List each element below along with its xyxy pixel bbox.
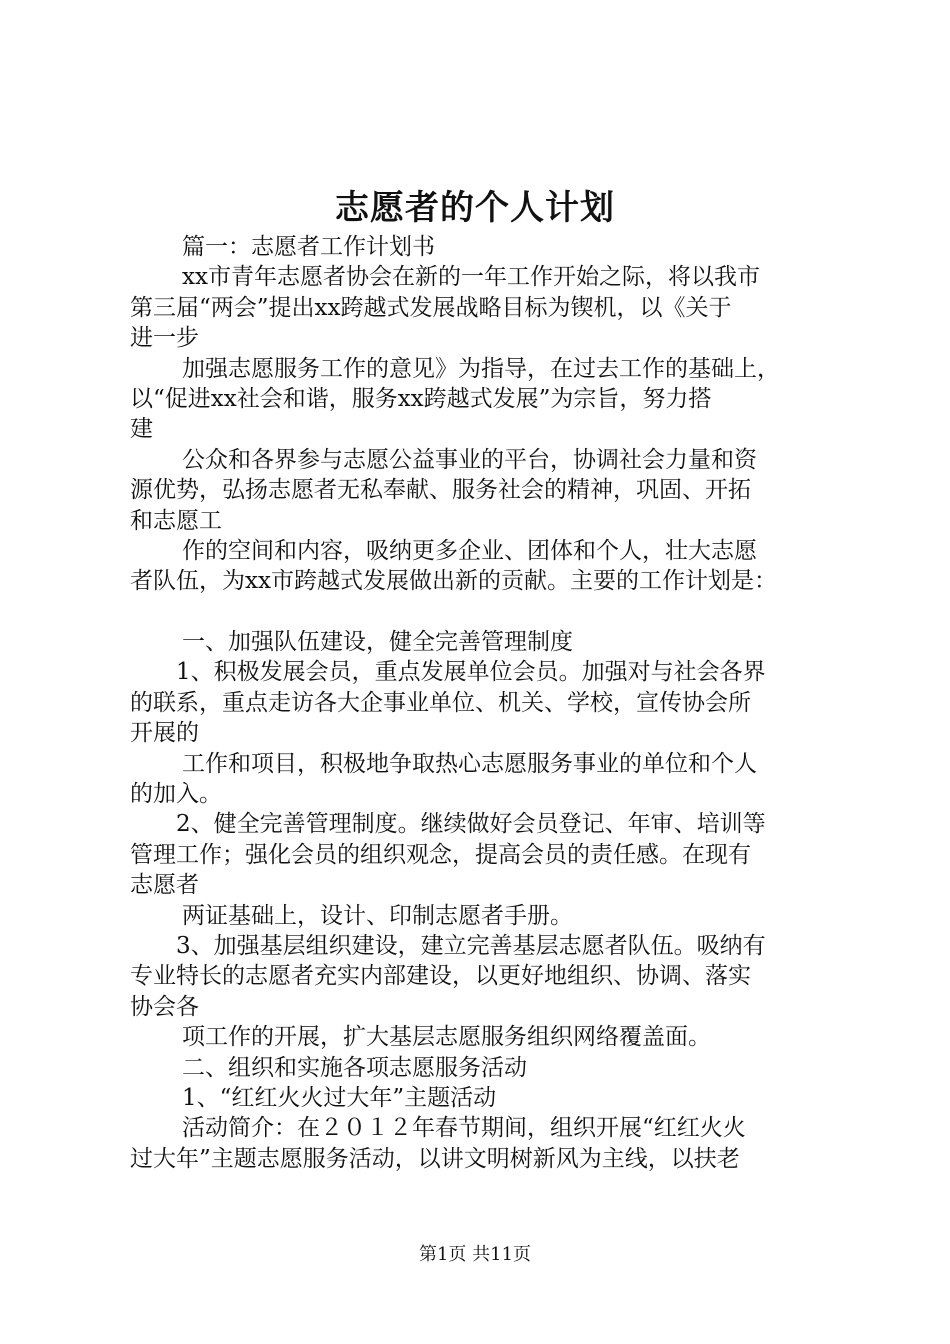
paragraph-line: 篇一：志愿者工作计划书 <box>182 234 435 260</box>
paragraph-line: 源优势，弘扬志愿者无私奉献、服务社会的精神，巩固、开拓 <box>130 477 751 504</box>
paragraph-line: 专业特长的志愿者充实内部建设，以更好地组织、协调、落实 <box>130 963 751 990</box>
paragraph-line: 作的空间和内容，吸纳更多企业、团体和个人，壮大志愿 <box>182 537 757 564</box>
paragraph-line: 二、组织和实施各项志愿服务活动 <box>182 1054 527 1081</box>
paragraph-line: 工作和项目，积极地争取热心志愿服务事业的单位和个人 <box>182 750 757 777</box>
paragraph-line: 公众和各界参与志愿公益事业的平台，协调社会力量和资 <box>182 446 757 473</box>
paragraph-line: xx市青年志愿者协会在新的一年工作开始之际，将以我市 <box>182 264 760 291</box>
paragraph-line: 和志愿工 <box>130 507 222 534</box>
paragraph-line: 建 <box>130 416 153 443</box>
paragraph-line: 以“促进xx社会和谐，服务xx跨越式发展”为宗旨，努力搭 <box>130 385 712 412</box>
document-title: 志愿者的个人计划 <box>335 188 615 228</box>
paragraph-line: 志愿者 <box>130 872 199 899</box>
paragraph-line: 2、健全完善管理制度。继续做好会员登记、年审、培训等 <box>176 811 766 838</box>
paragraph-line: 协会各 <box>130 993 199 1020</box>
blank-line <box>130 597 830 627</box>
page-footer: 第1页 共11页 <box>418 1244 532 1265</box>
paragraph-line: 进一步 <box>130 325 199 352</box>
paragraph-line: 者队伍，为xx市跨越式发展做出新的贡献。主要的工作计划是： <box>130 568 777 595</box>
paragraph-line: 过大年”主题志愿服务活动，以讲文明树新风为主线，以扶老 <box>130 1145 740 1172</box>
paragraph-line: 项工作的开展，扩大基层志愿服务组织网络覆盖面。 <box>182 1024 711 1051</box>
paragraph-line: 一、加强队伍建设，健全完善管理制度 <box>182 629 573 656</box>
paragraph-line: 1、积极发展会员，重点发展单位会员。加强对与社会各界 <box>176 659 766 686</box>
paragraph-line: 第三届“两会”提出xx跨越式发展战略目标为锲机，以《关于 <box>130 294 732 321</box>
paragraph-line: 管理工作；强化会员的组织观念，提高会员的责任感。在现有 <box>130 841 751 868</box>
paragraph-line: 的联系，重点走访各大企事业单位、机关、学校，宣传协会所 <box>130 689 751 716</box>
document-body <box>130 232 830 1174</box>
paragraph-line: 3、加强基层组织建设，建立完善基层志愿者队伍。吸纳有 <box>176 932 766 959</box>
paragraph-line: 活动简介：在２０１２年春节期间，组织开展“红红火火 <box>182 1115 746 1142</box>
paragraph-line: 1、“红红火火过大年”主题活动 <box>182 1084 497 1111</box>
paragraph-line: 两证基础上，设计、印制志愿者手册。 <box>182 902 573 929</box>
paragraph-line: 开展的 <box>130 720 199 747</box>
paragraph-line: 的加入。 <box>130 781 222 808</box>
paragraph-line: 加强志愿服务工作的意见》为指导，在过去工作的基础上， <box>182 355 780 382</box>
